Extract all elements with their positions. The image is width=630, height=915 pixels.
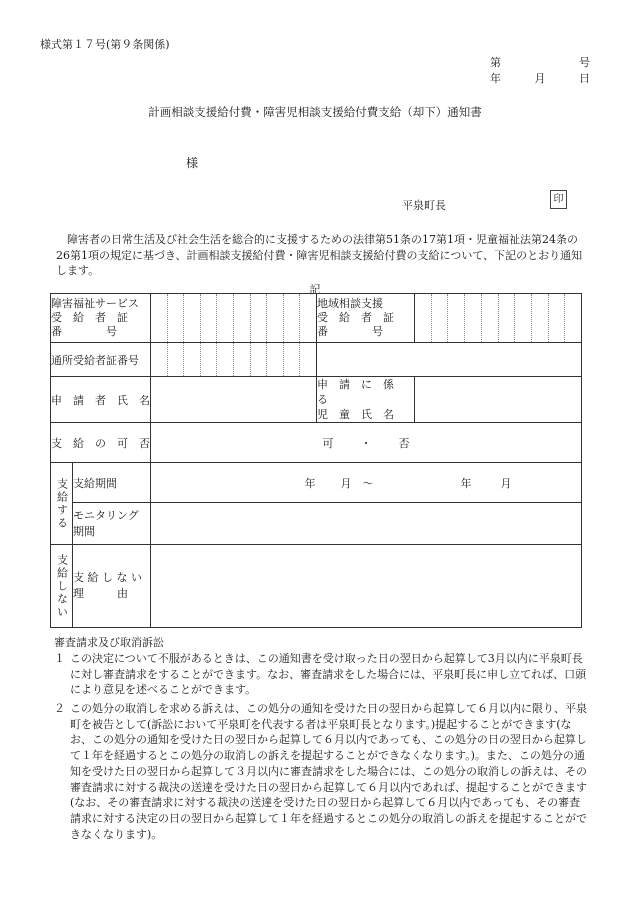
appeal-heading: 審査請求及び取消訴訟 — [54, 636, 164, 649]
supply-vertical-label — [51, 463, 73, 545]
item-number: ２ — [54, 702, 65, 715]
disability-service-number-boxes[interactable] — [151, 294, 317, 343]
appeal-item-1 — [54, 651, 588, 698]
blank-cell — [317, 343, 582, 377]
approval-no[interactable]: 否 — [398, 436, 410, 450]
label-line: 理 由 — [73, 587, 128, 600]
label-line: 申 請 に 係 る — [317, 378, 405, 406]
supply-month-2: 月 — [500, 476, 512, 490]
supply-period-field[interactable] — [151, 463, 582, 503]
label-line: 番 号 — [317, 325, 383, 338]
child-name-field[interactable] — [415, 377, 582, 423]
regional-consult-number-boxes[interactable] — [415, 294, 582, 343]
notice-table — [50, 293, 582, 628]
approval-yes[interactable]: 可 — [322, 436, 334, 450]
number-label-right: 号 — [579, 56, 590, 69]
supply-year-1: 年 — [304, 476, 316, 490]
applicant-name-label: 申 請 者 氏 名 — [51, 377, 151, 423]
issuer-name: 平泉町長 — [402, 199, 446, 212]
disability-service-number-label — [51, 294, 151, 343]
supply-year-2: 年 — [460, 476, 472, 490]
day-service-number-boxes[interactable] — [151, 343, 317, 377]
document-title: 計画相談支援給付費・障害児相談支援給付費支給（却下）通知書 — [148, 105, 482, 119]
document-date — [490, 70, 590, 86]
day-service-number-label: 通所受給者証番号 — [51, 343, 151, 377]
seal-mark: 印 — [550, 190, 567, 209]
item-text: この決定について不服があるときは、この通知書を受け取った日の翌日から起算して3月以内に平泉町長に対し審査請求をすることができます。なお、審査請求をした場合には、平泉町長に申し立てれば、口頭により意見を述べることができます。 — [70, 652, 587, 697]
child-name-label — [317, 377, 415, 423]
regional-consult-number-label — [317, 294, 415, 343]
label-line: 支 給 し な い — [73, 571, 142, 584]
applicant-name-field[interactable] — [151, 377, 317, 423]
approval-dot: ・ — [360, 436, 372, 450]
item-number: １ — [54, 652, 65, 665]
approval-label: 支 給 の 可 否 — [51, 423, 151, 463]
item-text: この処分の取消しを求める訴えは、この処分の通知を受けた日の翌日から起算して６月以内に限り、平泉町を被告として(訴訟において平泉町を代表する者は平泉町長となります。)提起することができます(なお、この処分の通知を受けた日の翌日から起算して６月以内であっても、この処分の日の翌日から起算して１年を経過するとこの処分の取消しの訴えを提起することができなくなります。)。また、この処分の通知を受けた日の翌日から起算して３月以内に審査請求をした場合には、この処分の取消しの訴えは、その審査請求に対する裁決の送達を受けた日の翌日から起算して６月以内であれば、提起することができます(なお、その審査請求に対する裁決の送達を受けた日の翌日から起算して６月以内であっても、その審査請求に対する決定の日の翌日から起算して１年を経過するとこの処分の取消しの訴えを提起することができなくなります)。 — [70, 702, 587, 841]
label-line: 期間 — [73, 524, 95, 538]
recipient-suffix: 様 — [186, 156, 199, 170]
date-year: 年 — [490, 72, 501, 85]
label-line: 地域相談支援 — [317, 297, 383, 310]
supply-vertical-text: 支給する — [55, 477, 69, 530]
supply-period-label: 支給期間 — [73, 463, 151, 503]
date-month: 月 — [534, 72, 546, 85]
no-supply-vertical-label — [51, 545, 73, 628]
document-number — [490, 54, 590, 70]
notice-body: 障害者の日常生活及び社会生活を総合的に支援するための法律第51条の17第1項・児童福祉法第24条の26第1項の規定に基づき、計画相談支援給付費・障害児相談支援給付費の支給について、下記のとおり通知します。 — [56, 233, 583, 277]
appeal-item-2 — [54, 701, 588, 842]
number-label-left: 第 — [490, 56, 501, 69]
supply-month-1: 月 〜 — [340, 476, 374, 490]
date-day: 日 — [579, 72, 590, 85]
no-supply-reason-field[interactable] — [151, 545, 582, 628]
label-line: 受 給 者 証 — [51, 311, 128, 324]
no-supply-vertical-text: 支給しない — [55, 553, 69, 619]
ki-heading: 記 — [309, 283, 321, 296]
monitoring-field[interactable] — [151, 503, 582, 545]
approval-value[interactable] — [151, 423, 582, 463]
label-line: 障害福祉サービス — [51, 297, 139, 310]
no-supply-reason-label — [73, 545, 151, 628]
label-line: 児 童 氏 名 — [317, 408, 394, 421]
label-line: モニタリング — [73, 508, 139, 522]
label-line: 番 号 — [51, 325, 117, 338]
form-number: 様式第１７号(第９条関係) — [40, 38, 170, 51]
monitoring-label — [73, 503, 151, 545]
label-line: 受 給 者 証 — [317, 311, 394, 324]
